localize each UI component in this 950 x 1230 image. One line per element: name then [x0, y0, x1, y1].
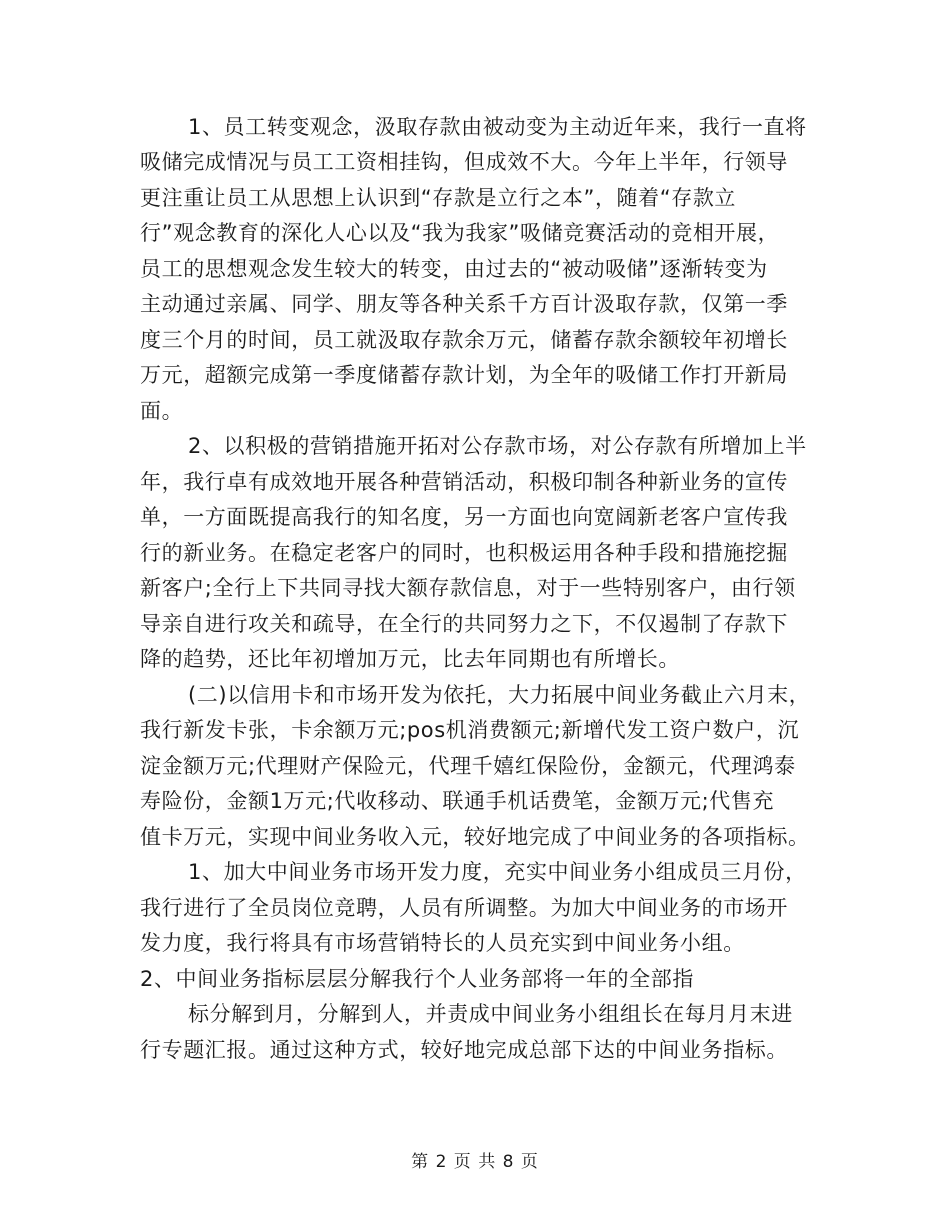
text-line: 2、中间业务指标层层分解我行个人业务部将一年的全部指 — [140, 967, 694, 991]
text-line: 面。 — [140, 399, 184, 423]
text-line: 1、加大中间业务市场开发力度，充实中间业务小组成员三月份， — [188, 860, 807, 884]
text-line: 单，一方面既提高我行的知名度，另一方面也向宽阔新老客户宣传我 — [140, 505, 788, 529]
text-line: 行”观念教育的深化人心以及“我为我家”吸储竞赛活动的竞相开展， — [140, 221, 780, 245]
text-line: 2、以积极的营销措施开拓对公存款市场，对公存款有所增加上半 — [188, 434, 807, 458]
text-line: 新客户;全行上下共同寻找大额存款信息，对于一些特别客户，由行领 — [140, 576, 796, 600]
text-line: 员工的思想观念发生较大的转变，由过去的“被动吸储”逐渐转变为 — [140, 257, 768, 281]
text-line: 主动通过亲属、同学、朋友等各种关系千方百计汲取存款，仅第一季 — [140, 292, 788, 316]
text-line: 标分解到月，分解到人，并责成中间业务小组组长在每月月末进 — [188, 1002, 793, 1026]
text-line: 寿险份，金额1万元;代收移动、联通手机话费笔，金额万元;代售充 — [140, 789, 775, 813]
text-line: 更注重让员工从思想上认识到“存款是立行之本”，随着“存款立 — [140, 186, 737, 210]
page-number: 第 2 页 共 8 页 — [411, 1152, 539, 1172]
text-line: 1、员工转变观念，汲取存款由被动变为主动近年来，我行一直将 — [188, 115, 807, 139]
text-line: 吸储完成情况与员工工资相挂钩，但成效不大。今年上半年，行领导 — [140, 150, 788, 174]
text-line: 值卡万元，实现中间业务收入元，较好地完成了中间业务的各项指标。 — [140, 825, 810, 849]
text-line: 行专题汇报。通过这种方式，较好地完成总部下达的中间业务指标。 — [140, 1038, 788, 1062]
text-line: 行的新业务。在稳定老客户的同时，也积极运用各种手段和措施挖掘 — [140, 541, 788, 565]
text-line: 度三个月的时间，员工就汲取存款余万元，储蓄存款余额较年初增长 — [140, 328, 788, 352]
text-line: 年，我行卓有成效地开展各种营销活动，积极印制各种新业务的宣传 — [140, 470, 788, 494]
text-line: 导亲自进行攻关和疏导，在全行的共同努力之下，不仅遏制了存款下 — [140, 612, 788, 636]
text-line: 发力度，我行将具有市场营销特长的人员充实到中间业务小组。 — [140, 931, 745, 955]
text-line: 万元，超额完成第一季度储蓄存款计划，为全年的吸储工作打开新局 — [140, 363, 788, 387]
text-line: 降的趋势，还比年初增加万元，比去年同期也有所增长。 — [140, 647, 680, 671]
text-line: 淀金额万元;代理财产保险元，代理千嬉红保险份，金额元，代理鸿泰 — [140, 754, 796, 778]
text-line: 我行新发卡张，卡余额万元;pos机消费额元;新增代发工资户数户，沉 — [140, 718, 800, 742]
text-line: (二)以信用卡和市场开发为依托，大力拓展中间业务截止六月末， — [188, 683, 811, 707]
text-line: 我行进行了全员岗位竞聘，人员有所调整。为加大中间业务的市场开 — [140, 896, 788, 920]
